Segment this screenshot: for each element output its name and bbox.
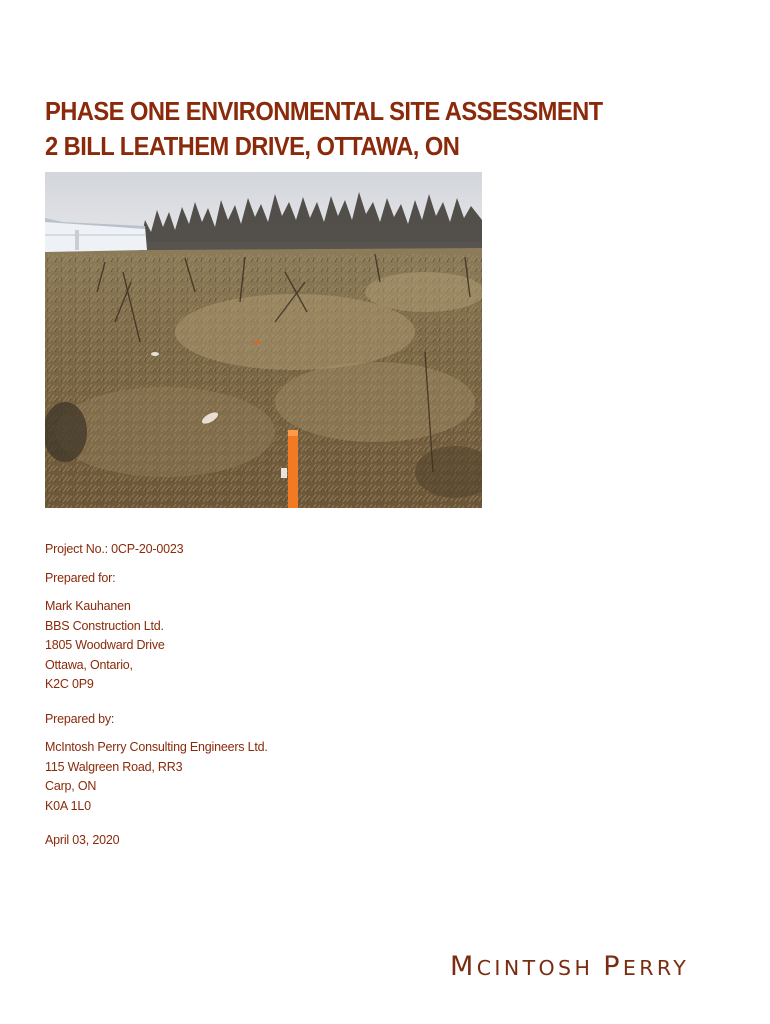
- prepared-for-label: Prepared for:: [45, 570, 116, 585]
- page-title: [45, 95, 677, 165]
- client-street: 1805 Woodward Drive: [45, 638, 165, 652]
- document-details: [45, 540, 268, 851]
- report-date: April 03, 2020: [45, 833, 120, 847]
- project-number: Project No.: 0CP-20-0023: [45, 542, 184, 556]
- client-city: Ottawa, Ontario,: [45, 657, 133, 672]
- consultant-city: Carp, ON: [45, 779, 97, 793]
- title-line-1: PHASE ONE ENVIRONMENTAL SITE ASSESSMENT: [45, 98, 603, 126]
- client-postal: K2C 0P9: [45, 677, 94, 691]
- consultant-company: McIntosh Perry Consulting Engineers Ltd.: [45, 740, 268, 754]
- consultant-postal: K0A 1L0: [45, 798, 91, 813]
- title-line-2: 2 BILL LEATHEM DRIVE, OTTAWA, ON: [45, 133, 460, 161]
- consultant-street: 115 Walgreen Road, RR3: [45, 759, 183, 774]
- prepared-by-label: Prepared by:: [45, 711, 115, 726]
- client-name: Mark Kauhanen: [45, 599, 131, 613]
- site-photo: [45, 172, 482, 508]
- company-logo: MCINTOSH PERRY: [450, 951, 690, 982]
- client-company: BBS Construction Ltd.: [45, 618, 164, 633]
